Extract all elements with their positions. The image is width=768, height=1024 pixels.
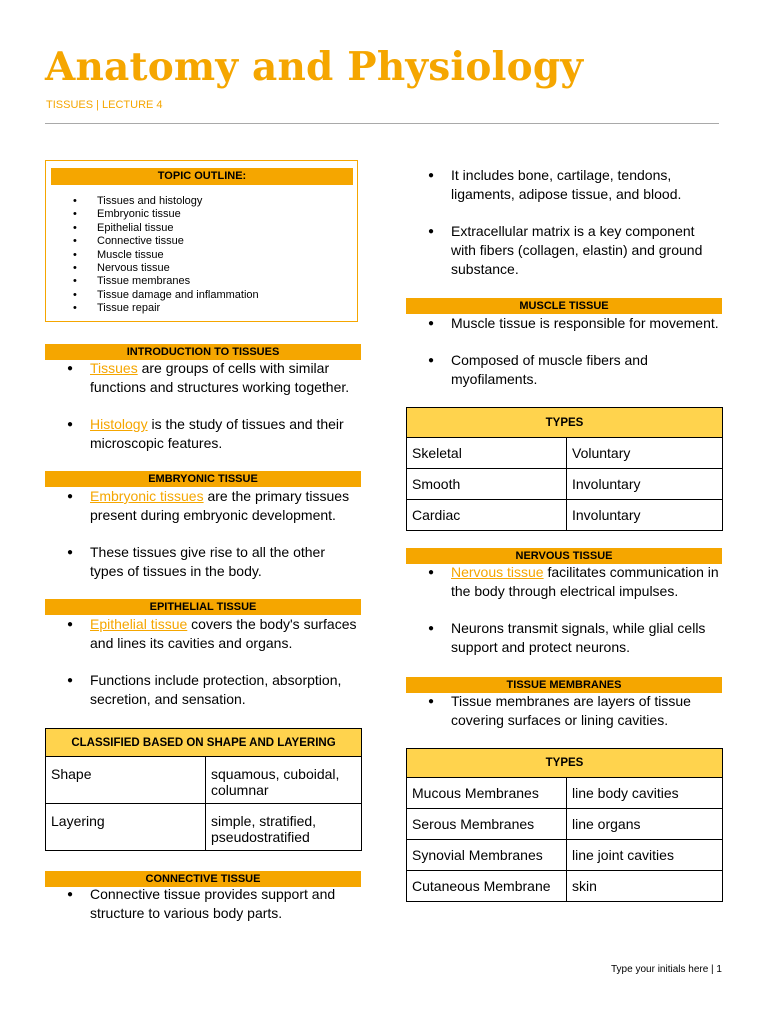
introduction-bullets [45, 359, 361, 453]
link-embryonic-tissues[interactable]: Embryonic tissues [90, 488, 204, 504]
list-item-text: are the primary tissues present during embryonic development. [90, 488, 350, 523]
table-cell: squamous, cuboidal, columnar [206, 757, 362, 804]
list-item: ● These tissues give rise to all the other types of tissues in the body. [45, 543, 361, 581]
connective-bullets-right [406, 166, 722, 279]
list-item-text: are groups of cells with similar functions and structures working together. [90, 360, 350, 395]
list-item: ● Extracellular matrix is a key component with fibers (collagen, elastin) and ground substance. [406, 222, 722, 279]
list-item: ● Composed of muscle fibers and myofilaments. [406, 351, 722, 389]
table-cell: Cutaneous Membrane [407, 871, 567, 902]
section-heading-connective: CONNECTIVE TISSUE [45, 871, 361, 887]
section-heading-membranes: TISSUE MEMBRANES [406, 677, 722, 693]
list-item: ● Muscle tissue is responsible for movement. [406, 314, 722, 333]
list-item [406, 563, 722, 601]
table-cell: simple, stratified, pseudostratified [206, 804, 362, 851]
table-row [407, 840, 723, 871]
table-row [407, 809, 723, 840]
epithelial-bullets [45, 615, 361, 709]
section-heading-muscle: MUSCLE TISSUE [406, 298, 722, 314]
table-cell: Involuntary [567, 469, 723, 500]
table-row [407, 871, 723, 902]
list-item [45, 359, 361, 397]
list-item-text: facilitates communication in the body through electrical impulses. [451, 564, 719, 599]
table-row [46, 757, 362, 804]
outline-item: • Muscle tissue [46, 249, 259, 262]
table-cell: Layering [46, 804, 206, 851]
table-cell: Involuntary [567, 500, 723, 531]
membranes-bullets [406, 692, 722, 730]
topic-outline-heading: TOPIC OUTLINE: [51, 168, 353, 185]
document-subtitle: TISSUES | LECTURE 4 [46, 99, 163, 111]
table-cell: Smooth [407, 469, 567, 500]
outline-item: • Nervous tissue [46, 262, 259, 275]
page-footer: Type your initials here | 1 [611, 964, 722, 975]
header-divider [45, 123, 719, 124]
muscle-bullets [406, 314, 722, 389]
outline-item: • Tissue damage and inflammation [46, 289, 259, 302]
document-title: Anatomy and Physiology [45, 44, 584, 90]
table-row [46, 804, 362, 851]
table-header: CLASSIFIED BASED ON SHAPE AND LAYERING [46, 729, 362, 757]
link-epithelial-tissue[interactable]: Epithelial tissue [90, 616, 188, 632]
outline-item: • Connective tissue [46, 235, 259, 248]
link-tissues[interactable]: Tissues [90, 360, 138, 376]
list-item: ● It includes bone, cartilage, tendons, ligaments, adipose tissue, and blood. [406, 166, 722, 204]
table-cell: skin [567, 871, 723, 902]
table-cell: Voluntary [567, 438, 723, 469]
list-item: ● Neurons transmit signals, while glial cells support and protect neurons. [406, 619, 722, 657]
table-cell: Cardiac [407, 500, 567, 531]
list-item-text: is the study of tissues and their microscopic features. [90, 416, 344, 451]
epithelial-classification-table [45, 728, 362, 851]
list-item: ● Connective tissue provides support and structure to various body parts. [45, 885, 361, 923]
list-item-text: covers the body's surfaces and lines its cavities and organs. [90, 616, 357, 651]
outline-item: • Tissues and histology [46, 195, 259, 208]
table-row [407, 438, 723, 469]
table-cell: Skeletal [407, 438, 567, 469]
embryonic-bullets [45, 487, 361, 581]
table-cell: Serous Membranes [407, 809, 567, 840]
connective-bullets-left [45, 885, 361, 923]
table-header: TYPES [407, 408, 723, 438]
outline-item: • Tissue repair [46, 302, 259, 315]
link-nervous-tissue[interactable]: Nervous tissue [451, 564, 544, 580]
outline-item: • Epithelial tissue [46, 222, 259, 235]
list-item: ● Functions include protection, absorption, secretion, and sensation. [45, 671, 361, 709]
table-cell: line joint cavities [567, 840, 723, 871]
topic-outline-list [46, 195, 259, 316]
membrane-types-table [406, 748, 723, 902]
nervous-bullets [406, 563, 722, 657]
table-cell: Synovial Membranes [407, 840, 567, 871]
table-row [407, 778, 723, 809]
link-histology[interactable]: Histology [90, 416, 148, 432]
section-heading-introduction: INTRODUCTION TO TISSUES [45, 344, 361, 360]
list-item: ● Tissue membranes are layers of tissue covering surfaces or lining cavities. [406, 692, 722, 730]
section-heading-embryonic: EMBRYONIC TISSUE [45, 471, 361, 487]
table-cell: Mucous Membranes [407, 778, 567, 809]
table-cell: Shape [46, 757, 206, 804]
outline-item: • Tissue membranes [46, 275, 259, 288]
list-item [45, 487, 361, 525]
table-header: TYPES [407, 749, 723, 778]
list-item [45, 615, 361, 653]
list-item [45, 415, 361, 453]
section-heading-nervous: NERVOUS TISSUE [406, 548, 722, 564]
table-row [407, 500, 723, 531]
table-cell: line organs [567, 809, 723, 840]
outline-item: • Embryonic tissue [46, 208, 259, 221]
table-row [407, 469, 723, 500]
table-cell: line body cavities [567, 778, 723, 809]
topic-outline-box [45, 160, 358, 322]
section-heading-epithelial: EPITHELIAL TISSUE [45, 599, 361, 615]
muscle-types-table [406, 407, 723, 531]
